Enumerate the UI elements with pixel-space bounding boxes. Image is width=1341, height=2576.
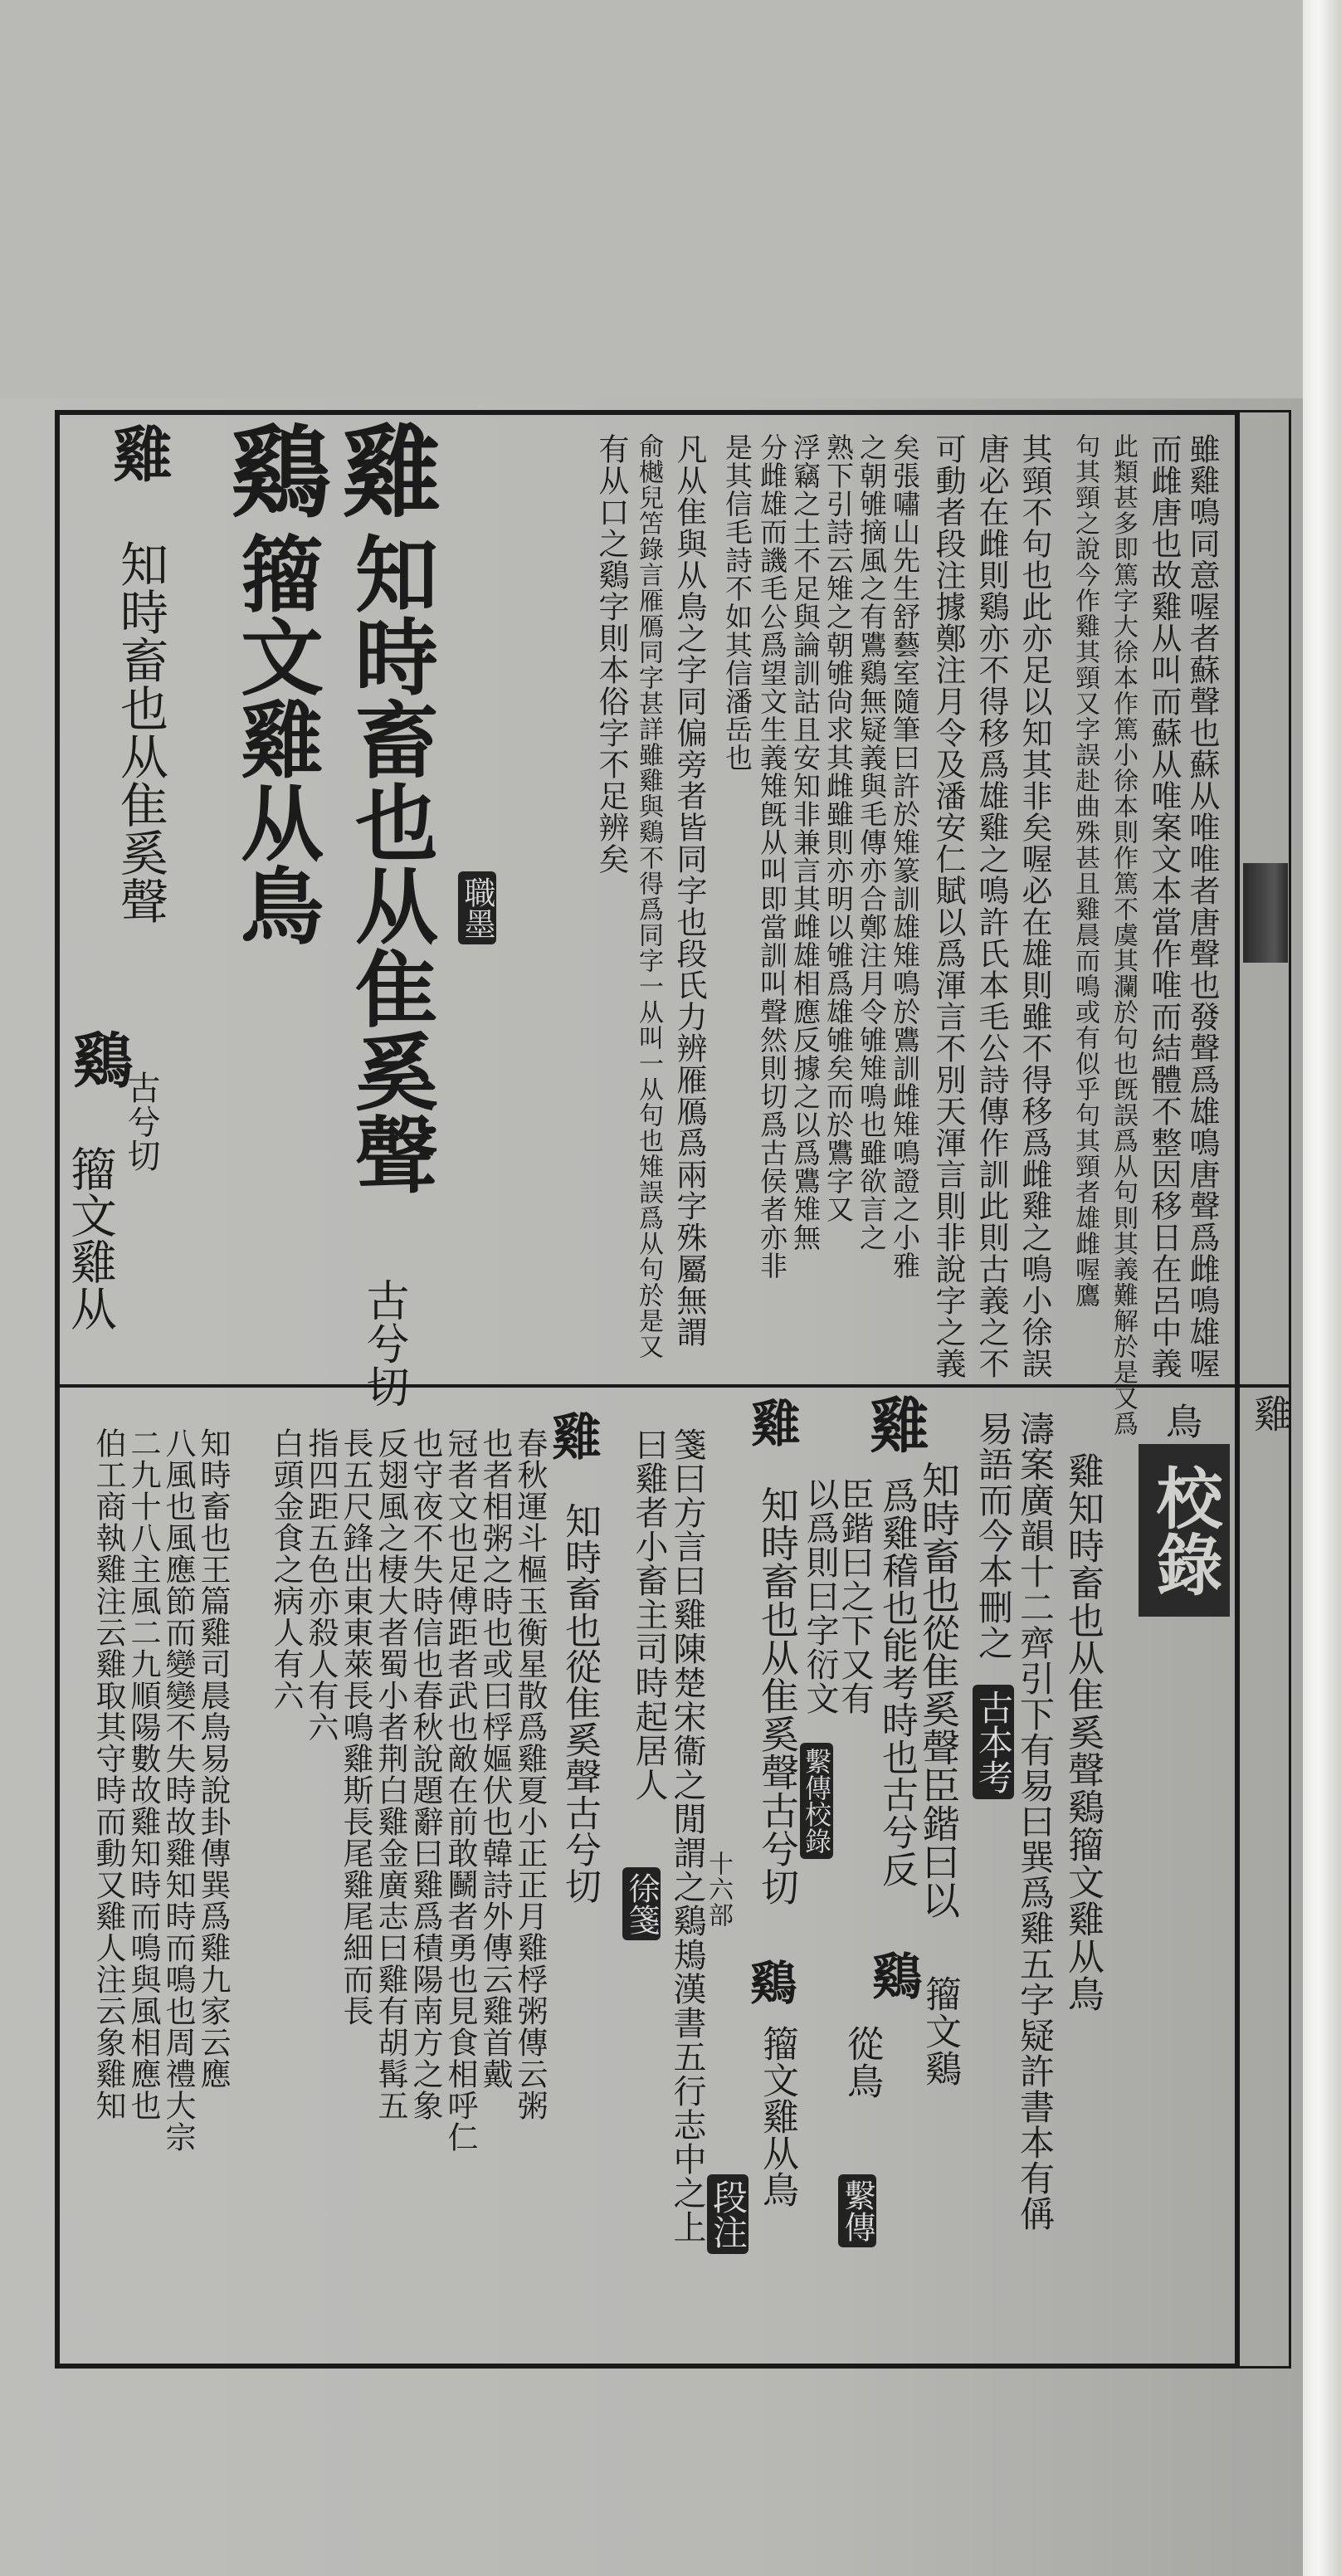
lower-text-col: 爲雞稽也能考時也古兮反 — [875, 1477, 918, 1888]
upper-text-col: 可動者段注據鄭注月令及潘安仁賦以爲渾言不別天渾言則非說字之義 — [930, 433, 966, 1379]
lower-text-col: 知時畜也从隹奚聲古兮切 — [755, 1486, 800, 1905]
entry-definition: 籀文雞从鳥 — [227, 531, 324, 946]
lower-text-col: 濤案廣韻十二齊引下有易曰巽爲雞五字疑許書本有偁 — [1015, 1411, 1056, 2232]
blank-margin — [0, 0, 1303, 398]
seal-character: 鷄 — [743, 1959, 797, 2005]
seal-character: 雞 — [325, 420, 442, 524]
upper-text-col: 此類甚多即篤字大徐本作篤小徐本則作篤不虞其瀾於句也旣誤爲从句則其義難解於是又爲 — [1109, 433, 1138, 1437]
upper-text-col: 熟下引詩云雉之朝雊尙求其雌雖則亦明以雊爲雄雊矣而於鷕字又 — [822, 433, 855, 1223]
lower-text-col: 指四距五色亦殺人有六 — [303, 1427, 339, 1743]
lower-text-col: 箋曰方言曰雞陳楚宋衞之閒謂之鷄鳺漢書五行志中之上 — [668, 1427, 706, 2244]
seal-character: 雞 — [860, 1394, 930, 1454]
lower-text-col: 知時畜也從隹奚聲臣鍇曰以 — [916, 1461, 961, 1919]
fish-tail-mark — [1243, 863, 1288, 963]
fanqie-reading: 古兮切 — [358, 1278, 408, 1408]
section-heading: 校錄 — [1139, 1444, 1230, 1617]
lower-text-col: 也守夜不失時信也春秋說題辭曰雞爲積陽南方之象 — [407, 1427, 443, 2121]
lower-text-col: 冠者文也足傅距者武也敵在前敢鬭者勇也見食相呼仁 — [442, 1427, 478, 2153]
source-stamp: 古本考 — [973, 1685, 1014, 1799]
upper-text-col: 之朝雊摘風之有鷕鷄無疑義與毛傳亦合鄭注月令雊雉鳴也雖欲言之 — [856, 433, 888, 1251]
upper-text-col: 分雌雄而譏毛公爲望文生義雉旣从叫即當訓叫聲然則切爲古侯者亦非 — [756, 433, 788, 1280]
upper-text-col: 唐必在雌則鷄亦不得移爲雄雞之鳴許氏本毛公詩傳作訓此則古義之不 — [973, 433, 1009, 1379]
lower-text-col: 從鳥 — [841, 2025, 883, 2100]
lower-text-col: 籀文雞从鳥 — [756, 2025, 798, 2208]
upper-text-col: 有从口之鷄字則本俗字不足辨矣 — [593, 433, 629, 875]
section-label: 雞 — [1248, 1394, 1293, 1432]
section-divider — [55, 1384, 1291, 1388]
seal-character: 雞 — [103, 423, 173, 483]
header-prefix: 鳥 — [1159, 1403, 1202, 1439]
seal-character: 雞 — [544, 1411, 602, 1461]
lower-text-col: 臣鍇曰之下又有 — [836, 1477, 874, 1715]
lower-text-col: 曰雞者小畜主司時起居人 — [630, 1427, 668, 1802]
upper-text-col: 是其信毛詩不如其信潘岳也 — [721, 433, 753, 772]
seal-character: 鷄 — [214, 420, 331, 524]
source-stamp: 徐箋 — [622, 1867, 661, 1940]
upper-text-col: 而雌唐也故雞从叫而蘇从唯案文本當作唯而結體不整因移日在呂中義 — [1146, 433, 1182, 1379]
lower-text-col: 籀文鷄 — [919, 1975, 961, 2087]
entry-definition: 知時畜也从隹奚聲 — [341, 531, 439, 1195]
upper-text-col: 俞樾兒笘錄言雁鴈同字甚詳雖雞與鷄不得爲同字一从叫一从句也雉誤爲从句於是又 — [634, 433, 663, 1359]
book-spine — [1303, 0, 1341, 2576]
entry-definition: 知時畜也从隹奚聲 — [112, 539, 168, 925]
lower-text-col: 八風也風應節而變變不失時故雞知時而鳴也周禮大宗 — [160, 1427, 196, 2153]
seal-character: 鷄 — [864, 1950, 922, 2000]
source-stamp: 段注 — [707, 2174, 749, 2254]
lower-text-col: 易語而今本刪之 — [973, 1411, 1014, 1661]
upper-text-col: 浮竊之土不足與論訓詁且安知非兼言其雌雄相應反據之以爲鷕雉無 — [789, 433, 822, 1251]
lower-text-col: 也者相粥之時也或曰桴嫗伏也韓詩外傳云雞首戴 — [477, 1427, 513, 2090]
lower-text-col: 長五尺鋒出東東萊長鳴雞斯長尾雞尾細而長 — [338, 1427, 373, 2027]
lower-text-col: 白頭金食之病人有六 — [268, 1427, 304, 1711]
upper-text-col: 凡从隹與从鳥之字同偏旁者皆同字也段氏力辨雁鴈爲兩字殊屬無謂 — [671, 433, 707, 1348]
lower-text-col: 知時畜也從隹奚聲古兮切 — [558, 1502, 601, 1904]
seal-character: 鷄 — [63, 1029, 134, 1089]
lower-text-col: 以爲則曰字衍文 — [801, 1477, 839, 1715]
source-stamp: 職墨 — [458, 871, 496, 944]
upper-text-col: 其頸不句也此亦足以知其非矣喔必在雄則雖不得移爲雌雞之鳴小徐誤 — [1017, 433, 1052, 1379]
lower-text-col: 十六部 — [704, 1851, 733, 1928]
source-stamp: 繫傳校錄 — [800, 1743, 833, 1859]
lower-text-col: 伯工商執雞注云雞取其守時而動又雞人注云象雞知 — [90, 1427, 126, 2121]
lower-text-col: 春秋運斗樞玉衡星散爲雞夏小正正月雞桴粥傳云粥 — [512, 1427, 548, 2121]
seal-character: 雞 — [743, 1398, 801, 1447]
upper-text-col: 雖雞鳴同意喔者蘇聲也蘇从唯唯者唐聲也發聲爲雄鳴唐聲爲雌鳴雄喔 — [1184, 433, 1220, 1379]
right-margin-column — [1240, 410, 1291, 2369]
lower-text-col: 知時畜也王篇雞司晨鳥易說卦傳巽爲雞九家云應 — [195, 1427, 231, 2090]
entry-definition: 籀文雞从 — [63, 1145, 117, 1331]
lower-text-col: 反翅風之棲大者蜀小者荆白雞金廣志曰雞有胡髯五 — [373, 1427, 408, 2121]
lower-text-col: 雞知時畜也从隹奚聲鷄籀文雞从鳥 — [1061, 1452, 1104, 2013]
upper-text-col: 矣張嘯山先生舒藝室隨筆曰許於雉篆訓雄雉鳴於鷕訓雌雉鳴證之小雅 — [889, 433, 921, 1280]
lower-text-col: 二九十八主風二九順陽數故雞知時而鳴與風相應也 — [125, 1427, 161, 2121]
fanqie-reading: 古兮切 — [122, 1071, 160, 1173]
upper-text-col: 句其頸之說今作雞其頸又字誤赴曲殊甚且雞晨而鳴或有似乎句其頸者雄雌喔鷹 — [1070, 433, 1100, 1308]
source-stamp: 繫傳 — [838, 2174, 876, 2247]
